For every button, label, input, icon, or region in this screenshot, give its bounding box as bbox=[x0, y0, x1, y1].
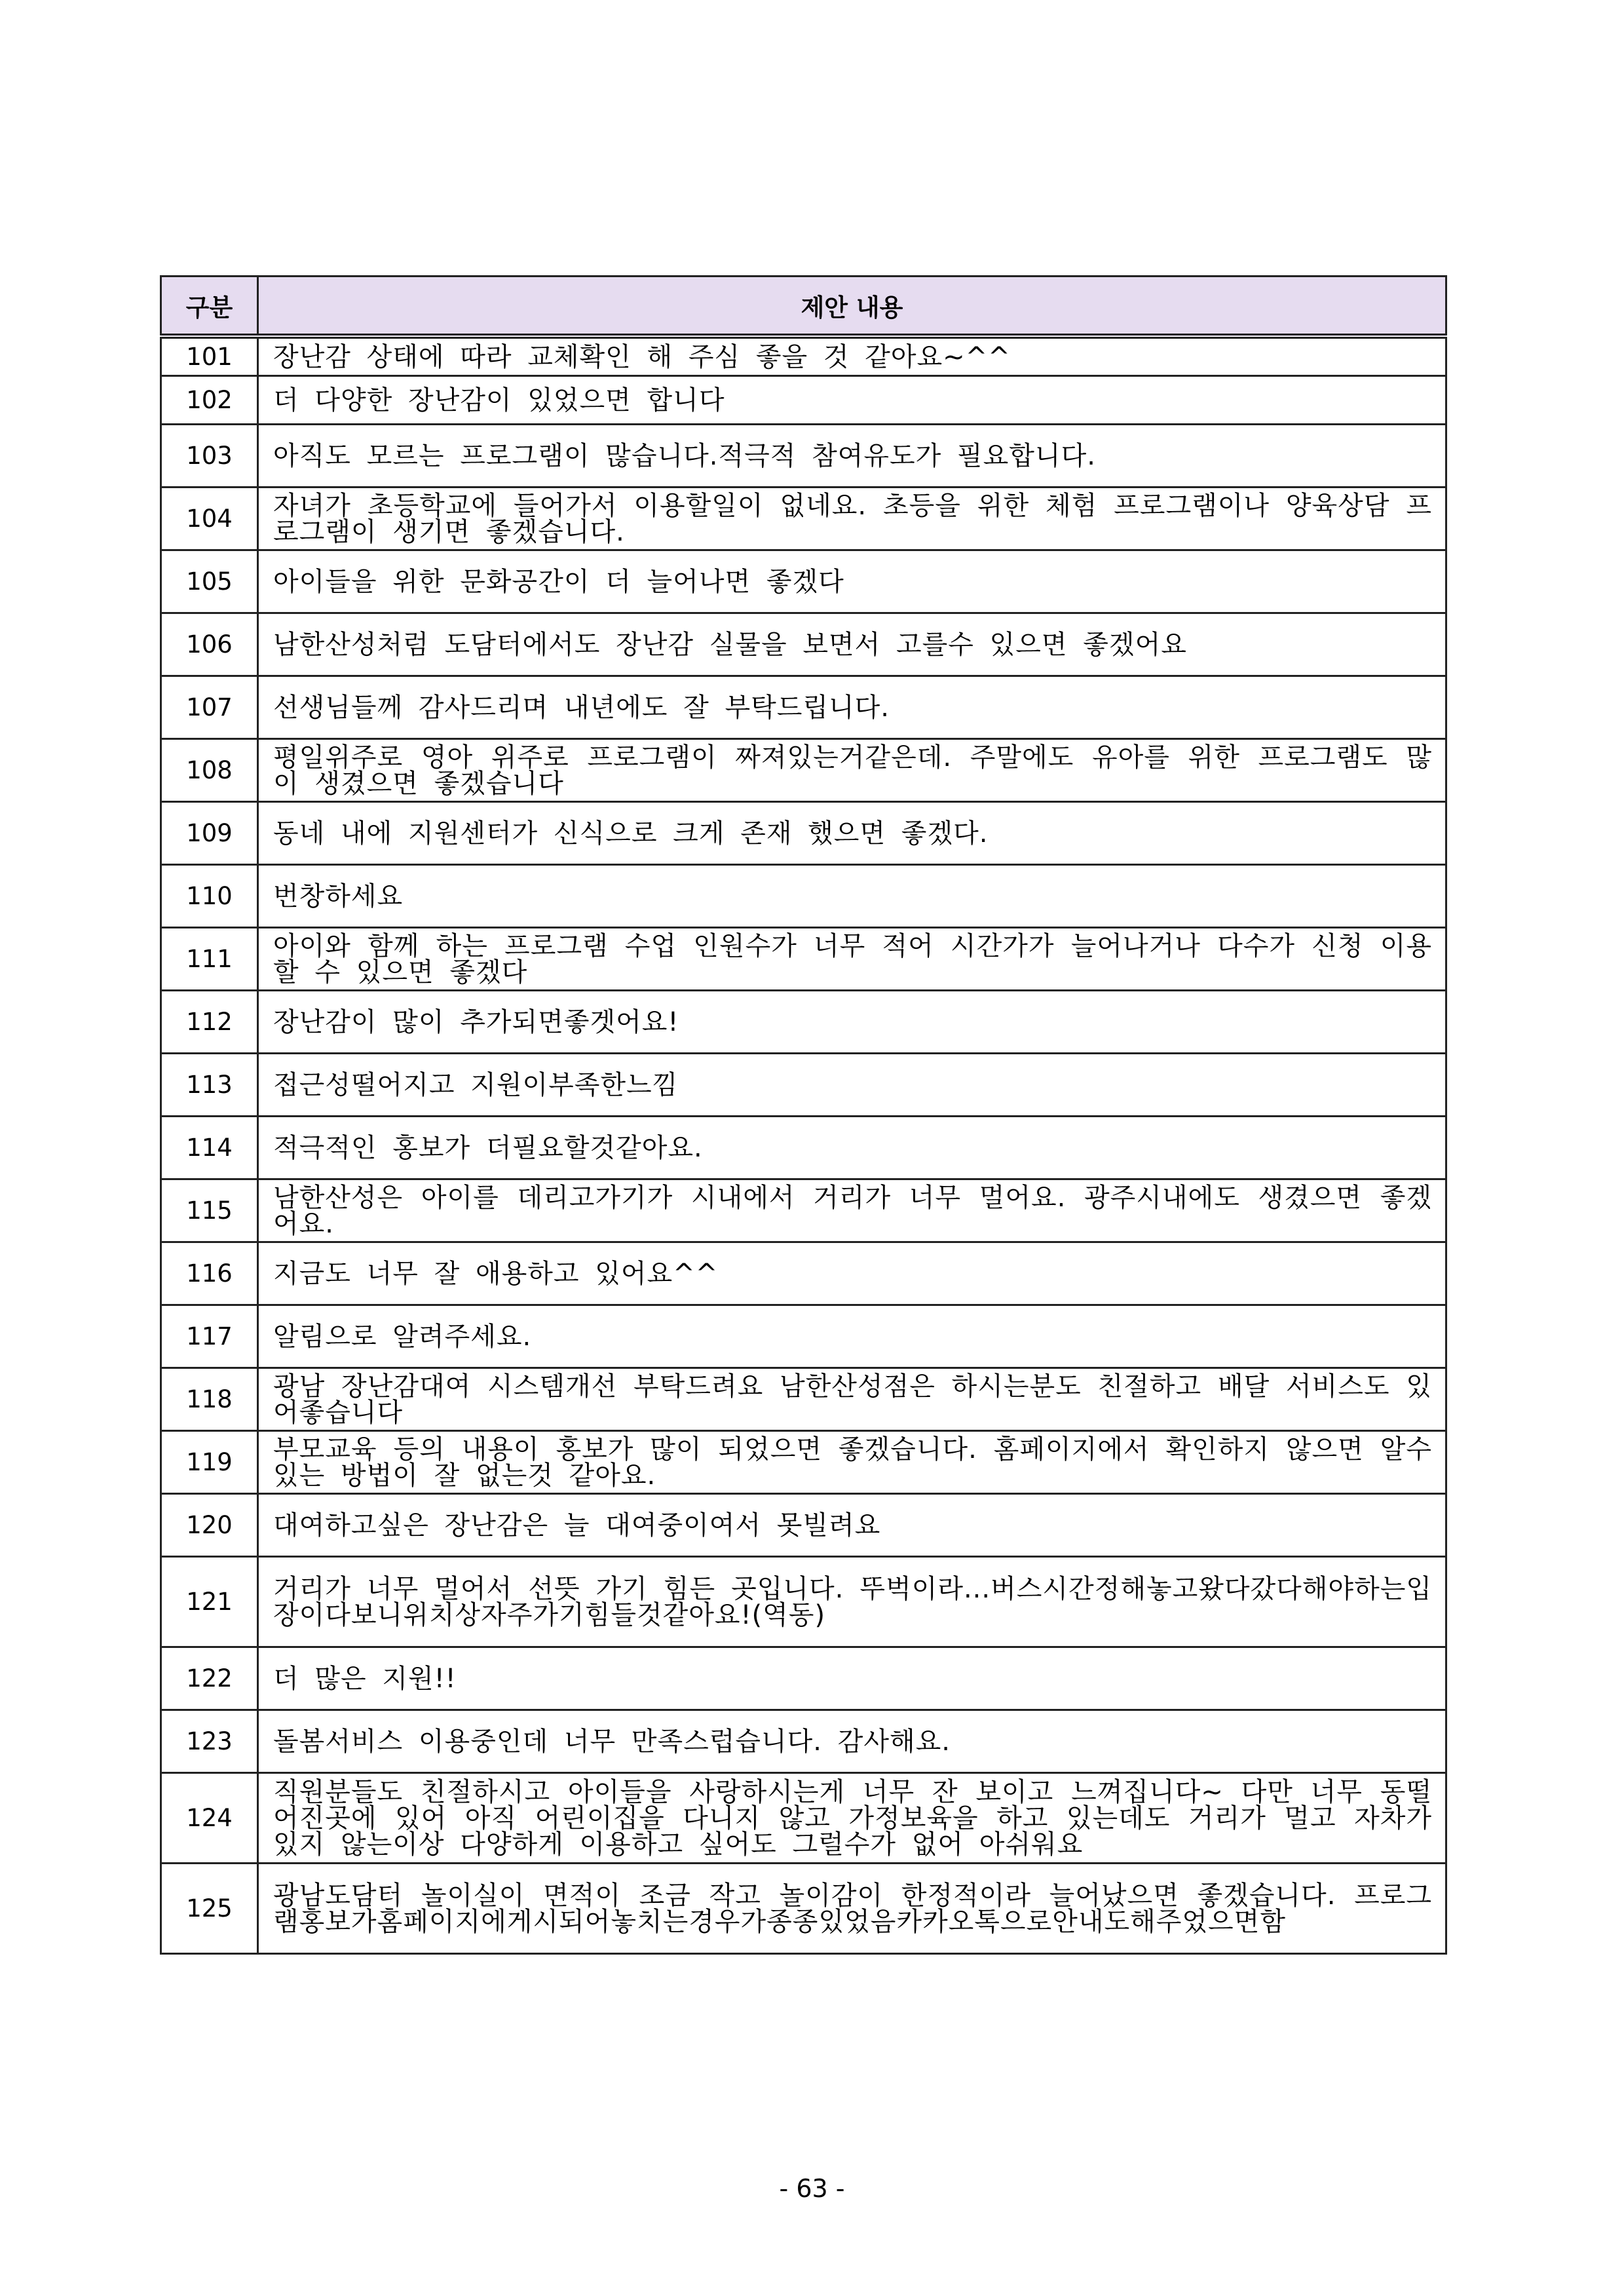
row-number: 124 bbox=[161, 1772, 258, 1863]
row-number: 107 bbox=[161, 676, 258, 738]
row-number: 113 bbox=[161, 1053, 258, 1116]
table-row bbox=[161, 336, 1446, 375]
row-suggestion-text: 알림으로 알려주세요. bbox=[258, 1305, 1446, 1368]
row-number: 125 bbox=[161, 1863, 258, 1953]
row-suggestion-text: 남한산성은 아이를 데리고가기가 시내에서 거리가 너무 멀어요. 광주시내에도 생겼으면 좋겠어요. bbox=[258, 1179, 1446, 1242]
row-suggestion-text: 부모교육 등의 내용이 홍보가 많이 되었으면 좋겠습니다. 홈페이지에서 확인하지 않으면 알수있는 방법이 잘 없는것 같아요. bbox=[258, 1430, 1446, 1493]
row-number: 104 bbox=[161, 487, 258, 550]
row-suggestion-text: 접근성떨어지고 지원이부족한느낌 bbox=[258, 1053, 1446, 1116]
table-row bbox=[161, 487, 1446, 550]
row-number: 108 bbox=[161, 738, 258, 801]
row-number: 105 bbox=[161, 550, 258, 613]
row-suggestion-text: 번창하세요 bbox=[258, 864, 1446, 927]
table-row bbox=[161, 927, 1446, 990]
row-suggestion-text: 선생님들께 감사드리며 내년에도 잘 부탁드립니다. bbox=[258, 676, 1446, 738]
table-row bbox=[161, 738, 1446, 801]
row-number: 112 bbox=[161, 990, 258, 1053]
row-number: 119 bbox=[161, 1430, 258, 1493]
row-number: 118 bbox=[161, 1368, 258, 1430]
row-number: 122 bbox=[161, 1647, 258, 1710]
table-row bbox=[161, 1368, 1446, 1430]
table-row bbox=[161, 1116, 1446, 1179]
row-suggestion-text: 대여하고싶은 장난감은 늘 대여중이여서 못빌려요 bbox=[258, 1493, 1446, 1556]
table-header-row bbox=[161, 277, 1446, 337]
row-suggestion-text: 남한산성처럼 도담터에서도 장난감 실물을 보면서 고를수 있으면 좋겠어요 bbox=[258, 613, 1446, 676]
row-suggestion-text: 자녀가 초등학교에 들어가서 이용할일이 없네요. 초등을 위한 체험 프로그램이나 양육상담 프로그램이 생기면 좋겠습니다. bbox=[258, 487, 1446, 550]
row-suggestion-text: 적극적인 홍보가 더필요할것같아요. bbox=[258, 1116, 1446, 1179]
row-suggestion-text: 광남도담터 놀이실이 면적이 조금 작고 놀이감이 한정적이라 늘어났으면 좋겠습니다. 프로그램홍보가홈페이지에게시되어놓치는경우가종종있었음카카오톡으로안내도해주었으면함 bbox=[258, 1863, 1446, 1953]
table-row bbox=[161, 375, 1446, 424]
row-suggestion-text: 더 많은 지원!! bbox=[258, 1647, 1446, 1710]
table-row bbox=[161, 1430, 1446, 1493]
row-suggestion-text: 거리가 너무 멀어서 선뜻 가기 힘든 곳입니다. 뚜벅이라...버스시간정해놓고왔다갔다해야하는입장이다보니위치상자주가기힘들것같아요!(역동) bbox=[258, 1556, 1446, 1647]
row-number: 103 bbox=[161, 424, 258, 487]
row-number: 106 bbox=[161, 613, 258, 676]
table-row bbox=[161, 1242, 1446, 1305]
row-suggestion-text: 광남 장난감대여 시스템개선 부탁드려요 남한산성점은 하시는분도 친절하고 배달 서비스도 있어좋습니다 bbox=[258, 1368, 1446, 1430]
row-suggestion-text: 평일위주로 영아 위주로 프로그램이 짜져있는거같은데. 주말에도 유아를 위한 프로그램도 많이 생겼으면 좋겠습니다 bbox=[258, 738, 1446, 801]
row-suggestion-text: 장난감이 많이 추가되면좋겟어요! bbox=[258, 990, 1446, 1053]
header-content: 제안 내용 bbox=[258, 277, 1446, 337]
table-row bbox=[161, 990, 1446, 1053]
row-suggestion-text: 돌봄서비스 이용중인데 너무 만족스럽습니다. 감사해요. bbox=[258, 1710, 1446, 1772]
row-suggestion-text: 아직도 모르는 프로그램이 많습니다.적극적 참여유도가 필요합니다. bbox=[258, 424, 1446, 487]
table-row bbox=[161, 1647, 1446, 1710]
row-suggestion-text: 지금도 너무 잘 애용하고 있어요^^ bbox=[258, 1242, 1446, 1305]
row-suggestion-text: 아이와 함께 하는 프로그램 수업 인원수가 너무 적어 시간가가 늘어나거나 다수가 신청 이용할 수 있으면 좋겠다 bbox=[258, 927, 1446, 990]
suggestion-table bbox=[160, 275, 1447, 1955]
row-number: 114 bbox=[161, 1116, 258, 1179]
page-number: - 63 - bbox=[779, 2174, 845, 2203]
table-body bbox=[161, 336, 1446, 1953]
table-row bbox=[161, 550, 1446, 613]
row-number: 117 bbox=[161, 1305, 258, 1368]
row-suggestion-text: 더 다양한 장난감이 있었으면 합니다 bbox=[258, 375, 1446, 424]
row-number: 101 bbox=[161, 336, 258, 375]
table-row bbox=[161, 864, 1446, 927]
table-row bbox=[161, 424, 1446, 487]
table-row bbox=[161, 613, 1446, 676]
row-suggestion-text: 장난감 상태에 따라 교체확인 해 주심 좋을 것 같아요~^^ bbox=[258, 336, 1446, 375]
table-row bbox=[161, 1863, 1446, 1953]
table-row bbox=[161, 1556, 1446, 1647]
row-number: 111 bbox=[161, 927, 258, 990]
row-number: 123 bbox=[161, 1710, 258, 1772]
row-number: 110 bbox=[161, 864, 258, 927]
row-number: 121 bbox=[161, 1556, 258, 1647]
table-row bbox=[161, 676, 1446, 738]
table-row bbox=[161, 1710, 1446, 1772]
table-row bbox=[161, 801, 1446, 864]
row-suggestion-text: 동네 내에 지원센터가 신식으로 크게 존재 했으면 좋겠다. bbox=[258, 801, 1446, 864]
row-number: 115 bbox=[161, 1179, 258, 1242]
table-row bbox=[161, 1772, 1446, 1863]
table-row bbox=[161, 1305, 1446, 1368]
row-suggestion-text: 아이들을 위한 문화공간이 더 늘어나면 좋겠다 bbox=[258, 550, 1446, 613]
table-row bbox=[161, 1053, 1446, 1116]
suggestion-table-container bbox=[160, 275, 1445, 1955]
row-number: 116 bbox=[161, 1242, 258, 1305]
row-number: 109 bbox=[161, 801, 258, 864]
row-number: 120 bbox=[161, 1493, 258, 1556]
table-row bbox=[161, 1493, 1446, 1556]
row-number: 102 bbox=[161, 375, 258, 424]
table-row bbox=[161, 1179, 1446, 1242]
row-suggestion-text: 직원분들도 친절하시고 아이들을 사랑하시는게 너무 잔 보이고 느껴집니다~ 다만 너무 동떨어진곳에 있어 아직 어린이집을 다니지 않고 가정보육을 하고 있는데도 거리가 멀고 자차가 있지 않는이상 다양하게 이용하고 싶어도 그럴수가 없어 아쉬워요 bbox=[258, 1772, 1446, 1863]
header-category: 구분 bbox=[161, 277, 258, 337]
